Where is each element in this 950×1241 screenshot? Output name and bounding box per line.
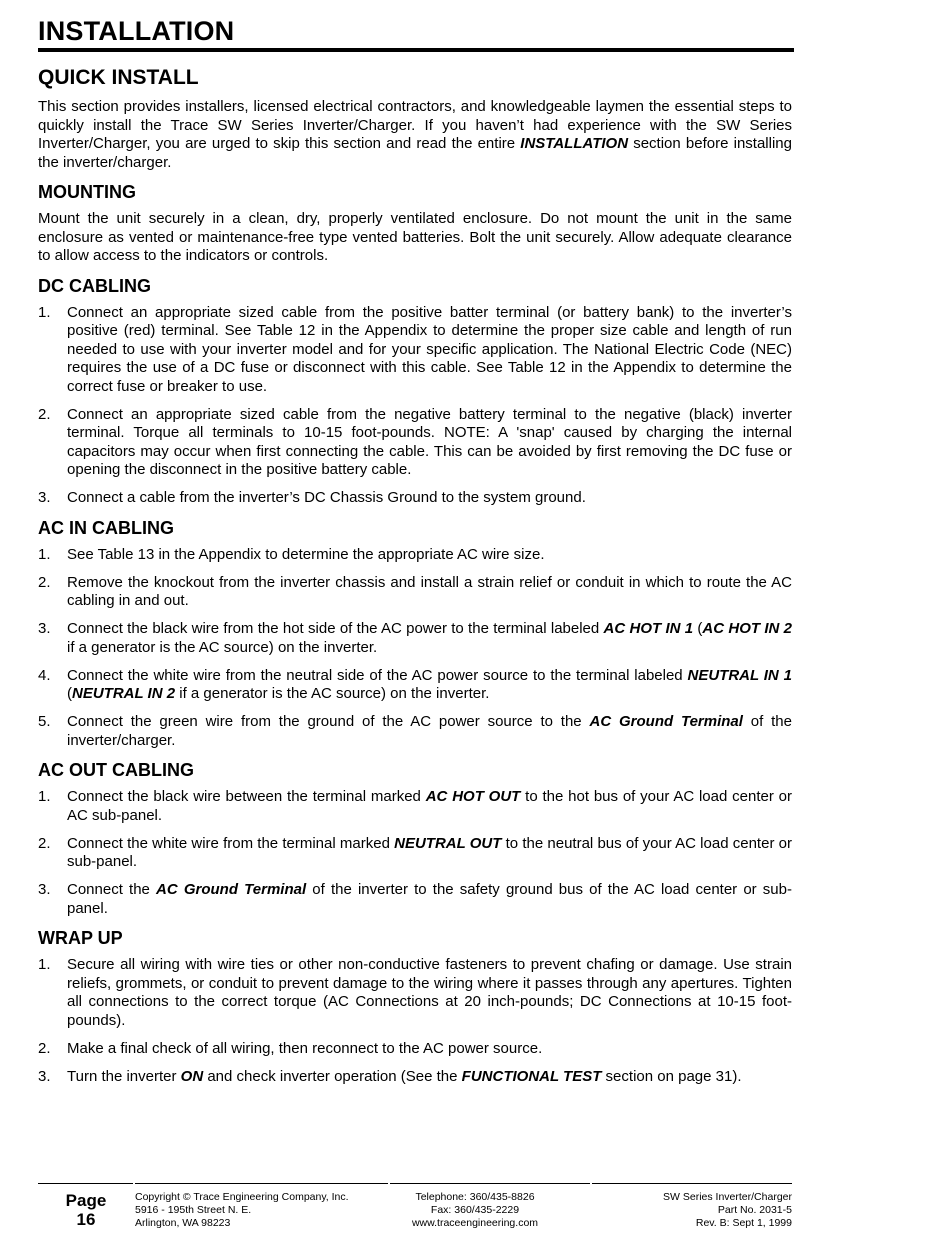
page-number-label — [58, 1191, 114, 1229]
page-title: INSTALLATION — [38, 16, 235, 46]
list-number: 1. — [38, 788, 51, 805]
footer-rule — [135, 1183, 388, 1184]
list-text: Connect an appropriate sized cable from the negative battery terminal to the negative (black) inverter terminal. Torque all terminals to 10-15 foot-pounds. NOTE: A 'snap' caused by charging the internal capacitors may occur when first connecting the cable. This can be avoided by first removing the DC fuse or opening the disconnect in the positive battery cable. — [67, 405, 792, 478]
emphasis-text: ON — [180, 1067, 204, 1085]
list-item — [38, 406, 792, 480]
footer-rule — [390, 1183, 590, 1184]
list-number: 2. — [38, 834, 51, 852]
footer-rule — [592, 1183, 792, 1184]
list-text: if a generator is the AC source) on the inverter. — [175, 685, 490, 702]
list-item — [38, 1068, 792, 1087]
wrap-up-heading: WRAP UP — [38, 928, 123, 948]
list-number: 3. — [38, 1067, 51, 1085]
list-number: 2. — [38, 1039, 51, 1057]
list-number: 3. — [38, 881, 51, 898]
list-text: Connect the white wire from the terminal marked — [67, 834, 395, 852]
intro-text: This section provides installers, licensed electrical contractors, and knowledgeable laymen the essential steps to quickly install the Trace SW Series Inverter/Charger. If you haven’t had experience with the SW Series Inverter/Charger, you are urged to skip this section and read the entire — [38, 98, 792, 152]
list-text: section on page 31). — [601, 1067, 742, 1085]
product-name: SW Series Inverter/Charger — [663, 1191, 792, 1203]
list-item — [38, 620, 792, 657]
list-item — [38, 574, 792, 611]
list-text: Connect the white wire from the neutral side of the AC power source to the terminal labeled — [67, 666, 688, 684]
list-text: ( — [67, 685, 72, 702]
city-line: Arlington, WA 98223 — [135, 1217, 231, 1229]
page-content — [38, 64, 792, 1096]
list-text: Connect the black wire from the hot side of the AC power to the terminal labeled — [67, 620, 604, 637]
mounting-text: Mount the unit securely in a clean, dry, properly ventilated enclosure. Do not mount the unit in the same enclosure as vented or maintenance-free type vented batteries. Bolt the unit securely. Allow adequate clearance to allow access to the indicators or controls. — [38, 210, 792, 264]
list-text: and check inverter operation (See the — [203, 1067, 462, 1085]
list-number: 1. — [38, 956, 51, 973]
section-reference: FUNCTIONAL TEST — [461, 1067, 602, 1085]
list-number: 2. — [38, 405, 51, 423]
list-item — [38, 713, 792, 750]
wrap-up-list — [38, 956, 792, 1086]
website-line: www.traceengineering.com — [411, 1217, 539, 1229]
part-number: Part No. 2031-5 — [717, 1204, 792, 1216]
terminal-label: AC HOT IN 1 — [603, 620, 694, 637]
quick-install-heading: QUICK INSTALL — [38, 66, 199, 89]
ac-out-cabling-list — [38, 788, 792, 918]
list-item — [38, 881, 792, 918]
list-number: 5. — [38, 713, 51, 730]
footer-contact — [390, 1191, 560, 1230]
list-text: Connect the — [67, 881, 157, 898]
list-text: Connect an appropriate sized cable from the positive batter terminal (or battery bank) to the inverter’s positive (red) terminal. See Table 12 in the Appendix to determine the proper size cable and length of run needed to use with your inverter model and for your specific application. The National Electric Code (NEC) requires the use of a DC fuse or disconnect with this cable. See Table 12 in the Appendix to determine the correct fuse or breaker to use. — [67, 303, 792, 395]
list-number: 1. — [38, 303, 51, 321]
intro-emphasis: INSTALLATION — [520, 135, 629, 152]
footer-company — [135, 1191, 349, 1230]
list-text: Turn the inverter — [67, 1067, 181, 1085]
list-item — [38, 546, 792, 565]
list-text: of the inverter to the safety ground bus of the AC load center or sub-panel. — [67, 881, 792, 917]
dc-cabling-list — [38, 304, 792, 508]
list-text: if a generator is the AC source) on the inverter. — [67, 638, 378, 656]
list-number: 4. — [38, 666, 51, 684]
list-number: 2. — [38, 573, 51, 591]
quick-install-intro — [38, 98, 792, 172]
list-text: to the hot bus of your AC load center or AC sub-panel. — [67, 788, 792, 824]
list-text: of the inverter/charger. — [67, 713, 792, 749]
list-text: Connect the black wire between the terminal marked — [67, 788, 426, 805]
revision: Rev. B: Sept 1, 1999 — [695, 1217, 792, 1229]
list-item — [38, 667, 792, 704]
page-footer — [38, 1183, 792, 1233]
terminal-label: AC HOT IN 2 — [702, 620, 792, 637]
terminal-label: NEUTRAL IN 1 — [687, 666, 792, 684]
page-label-text: Page — [65, 1191, 107, 1210]
terminal-label: AC HOT OUT — [425, 788, 521, 805]
footer-rule — [38, 1183, 133, 1184]
list-text: See Table 13 in the Appendix to determine the appropriate AC wire size. — [67, 545, 545, 563]
telephone-line: Telephone: 360/435-8826 — [415, 1191, 535, 1203]
terminal-label: AC Ground Terminal — [589, 713, 743, 730]
list-number: 1. — [38, 545, 51, 563]
list-number: 3. — [38, 620, 51, 637]
list-number: 3. — [38, 489, 51, 506]
copyright-line: Copyright © Trace Engineering Company, Inc. — [135, 1191, 349, 1203]
address-line: 5916 - 195th Street N. E. — [135, 1204, 252, 1216]
dc-cabling-heading: DC CABLING — [38, 275, 151, 296]
list-item — [38, 489, 792, 508]
ac-in-cabling-list — [38, 546, 792, 751]
ac-out-cabling-heading: AC OUT CABLING — [38, 760, 194, 780]
list-item — [38, 956, 792, 1030]
list-text: Connect the green wire from the ground of the AC power source to the — [67, 713, 590, 730]
page-number: 16 — [76, 1210, 96, 1229]
fax-line: Fax: 360/435-2229 — [430, 1204, 520, 1216]
ac-in-cabling-heading: AC IN CABLING — [38, 517, 174, 538]
title-rule — [38, 48, 794, 52]
footer-product — [663, 1191, 792, 1230]
list-item — [38, 1040, 792, 1059]
list-text: Remove the knockout from the inverter chassis and install a strain relief or conduit in which to route the AC cabling in and out. — [67, 573, 792, 609]
intro-text-end: section before installing the inverter/charger. — [38, 135, 792, 171]
list-text: Secure all wiring with wire ties or other non-conductive fasteners to prevent chafing or damage. Use strain reliefs, grommets, or conduit to prevent damage to the wiring where it passes through any apertures. Tighten all connections to the correct torque (AC Connections at 20 inch-pounds; DC Connections at 10-15 foot-pounds). — [67, 956, 792, 1029]
list-text: to the neutral bus of your AC load center or sub-panel. — [67, 834, 792, 870]
mounting-heading: MOUNTING — [38, 182, 136, 202]
list-item — [38, 788, 792, 825]
list-text: Make a final check of all wiring, then reconnect to the AC power source. — [67, 1039, 543, 1057]
list-text: ( — [693, 620, 703, 637]
terminal-label: NEUTRAL IN 2 — [72, 685, 176, 702]
list-item — [38, 304, 792, 397]
list-text: Connect a cable from the inverter’s DC Chassis Ground to the system ground. — [67, 489, 586, 506]
list-item — [38, 835, 792, 872]
terminal-label: AC Ground Terminal — [156, 881, 307, 898]
terminal-label: NEUTRAL OUT — [394, 834, 502, 852]
